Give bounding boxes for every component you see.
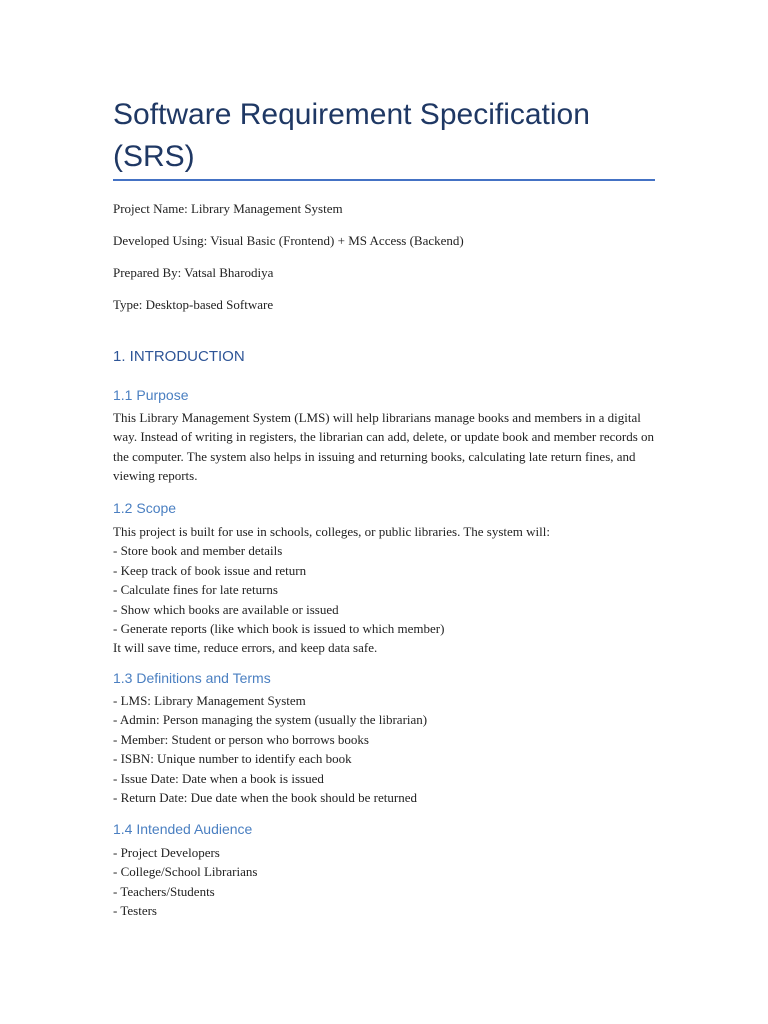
list-item: - Keep track of book issue and return xyxy=(113,562,307,578)
definitions-list xyxy=(113,691,427,807)
subsection-heading-purpose: 1.1 Purpose xyxy=(113,387,189,403)
list-item: - Return Date: Due date when the book should be returned xyxy=(113,790,417,806)
list-item: - College/School Librarians xyxy=(113,864,258,880)
list-item: - Project Developers xyxy=(113,845,220,860)
list-item: - Calculate fines for late returns xyxy=(113,582,278,598)
prepared-by: Prepared By: Vatsal Bharodiya xyxy=(113,265,274,280)
list-item: - Store book and member details xyxy=(113,543,283,559)
section-heading-introduction: 1. INTRODUCTION xyxy=(113,348,245,365)
scope-outro: It will save time, reduce errors, and keep data safe. xyxy=(113,640,378,656)
scope-block xyxy=(113,522,550,658)
list-item: - Show which books are available or issued xyxy=(113,601,339,617)
list-item: - Issue Date: Date when a book is issued xyxy=(113,770,324,786)
list-item: - ISBN: Unique number to identify each book xyxy=(113,751,352,767)
scope-list xyxy=(113,541,550,638)
title-underline xyxy=(113,179,655,181)
list-item: - Admin: Person managing the system (usually the librarian) xyxy=(113,712,428,728)
list-item: - Generate reports (like which book is issued to which member) xyxy=(113,621,445,637)
subsection-heading-definitions: 1.3 Definitions and Terms xyxy=(113,670,271,686)
developed-using: Developed Using: Visual Basic (Frontend) + MS Access (Backend) xyxy=(113,233,464,248)
purpose-paragraph: This Library Management System (LMS) will help librarians manage books and members in a digital way. Instead of writing in registers, the librarian can add, delete, or update book and member records on the computer. The system also helps in issuing and returning books, calculating late return fines, and viewing reports. xyxy=(113,410,654,484)
list-item: - Testers xyxy=(113,903,157,919)
document-title: Software Requirement Specification (SRS) xyxy=(113,98,590,173)
list-item: - LMS: Library Management System xyxy=(113,693,306,708)
audience-list xyxy=(113,843,257,921)
list-item: - Member: Student or person who borrows books xyxy=(113,731,369,747)
subsection-heading-audience: 1.4 Intended Audience xyxy=(113,821,253,837)
list-item: - Teachers/Students xyxy=(113,883,215,899)
subsection-heading-scope: 1.2 Scope xyxy=(113,500,177,516)
scope-intro: This project is built for use in schools, colleges, or public libraries. The system will: xyxy=(113,524,550,539)
software-type: Type: Desktop-based Software xyxy=(113,297,274,312)
project-name: Project Name: Library Management System xyxy=(113,201,343,216)
